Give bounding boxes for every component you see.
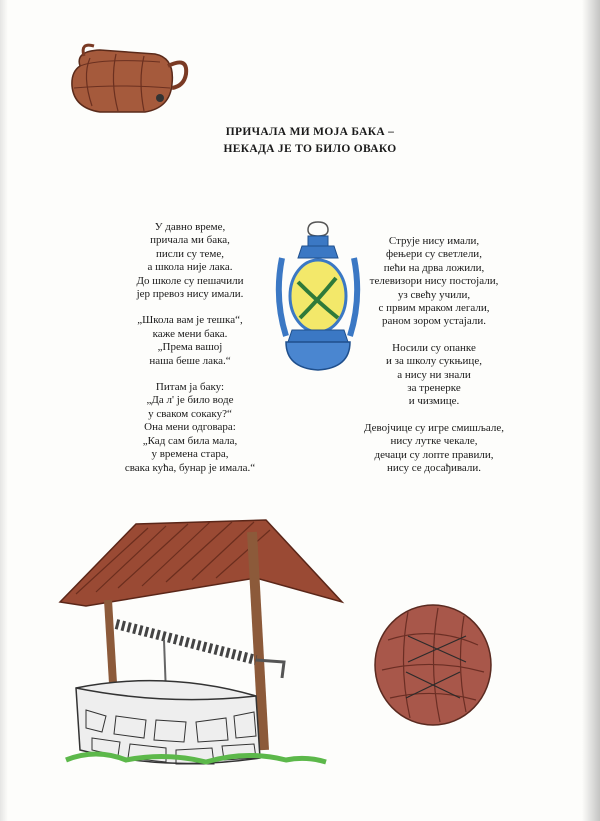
stanza-gap xyxy=(115,301,265,314)
poem-line: а нису ни знали xyxy=(397,368,471,381)
poem-left-column xyxy=(115,221,265,475)
poem-right-column xyxy=(349,235,519,476)
poem-line: нису лутке чекале, xyxy=(390,435,478,448)
poem-line: писли су теме, xyxy=(155,247,225,260)
water-well-illustration xyxy=(56,510,346,780)
poem-line: дечаци су лопте правили, xyxy=(374,448,494,461)
clay-jug-illustration xyxy=(60,36,200,126)
poem-line: у сваком сокаку?“ xyxy=(148,407,232,420)
page-edge-shadow-left xyxy=(0,0,8,821)
poem-line: причала ми бака, xyxy=(150,234,230,247)
poem-line: уз свећу учили, xyxy=(397,288,471,301)
poem-line: пећи на дрва ложили, xyxy=(383,261,485,274)
poem-line: „Да л' је било воде xyxy=(146,394,234,407)
title-line-2: НЕКАДА ЈЕ ТО БИЛО ОВАКО xyxy=(223,143,397,155)
poem-line: за тренерке xyxy=(407,382,461,395)
title-line-1: ПРИЧАЛА МИ МОЈА БАКА – xyxy=(225,126,395,138)
poem-line: раном зором устајали. xyxy=(382,315,486,328)
poem-line: а школа није лака. xyxy=(147,261,233,274)
poem-line: „Кад сам била мала, xyxy=(142,434,238,447)
poem-line: наша беше лака.“ xyxy=(149,354,231,367)
poem-line: каже мени бака. xyxy=(152,327,228,340)
poem-line: У давно време, xyxy=(154,221,226,233)
poem-line: До школе су пешачили xyxy=(136,274,244,287)
poem-line: с првим мраком легали, xyxy=(378,302,490,315)
poem-line: и за школу сукњице, xyxy=(386,355,482,368)
poem-line: нису се досађивали. xyxy=(386,462,482,475)
poem-line: у времена стара, xyxy=(151,448,229,461)
page-title xyxy=(180,124,440,158)
stanza-gap xyxy=(115,368,265,381)
page-edge-shadow-right xyxy=(582,0,600,821)
poem-line: Она мени одговара: xyxy=(144,421,236,434)
poem-line: „Према вашој xyxy=(157,341,223,354)
poem-line: свака кућа, бунар је имала.“ xyxy=(124,461,256,474)
poem-line: Питам ја баку: xyxy=(155,381,225,394)
round-sieve-illustration xyxy=(368,600,498,730)
stanza-gap xyxy=(349,409,519,422)
poem-line: телевизори нису постојали, xyxy=(369,275,499,288)
poem-line: Струје нису имали, xyxy=(388,235,480,247)
poem-line: и чизмице. xyxy=(408,395,460,408)
poem-line: јер превоз нису имали. xyxy=(136,288,244,301)
poem-line: фењери су светлели, xyxy=(386,248,482,261)
poem-line: Носили су опанке xyxy=(392,341,476,354)
poem-line: „Школа вам је тешка“, xyxy=(137,314,243,327)
stanza-gap xyxy=(349,329,519,342)
poem-line: Девојчице су игре смишљале, xyxy=(364,421,504,434)
